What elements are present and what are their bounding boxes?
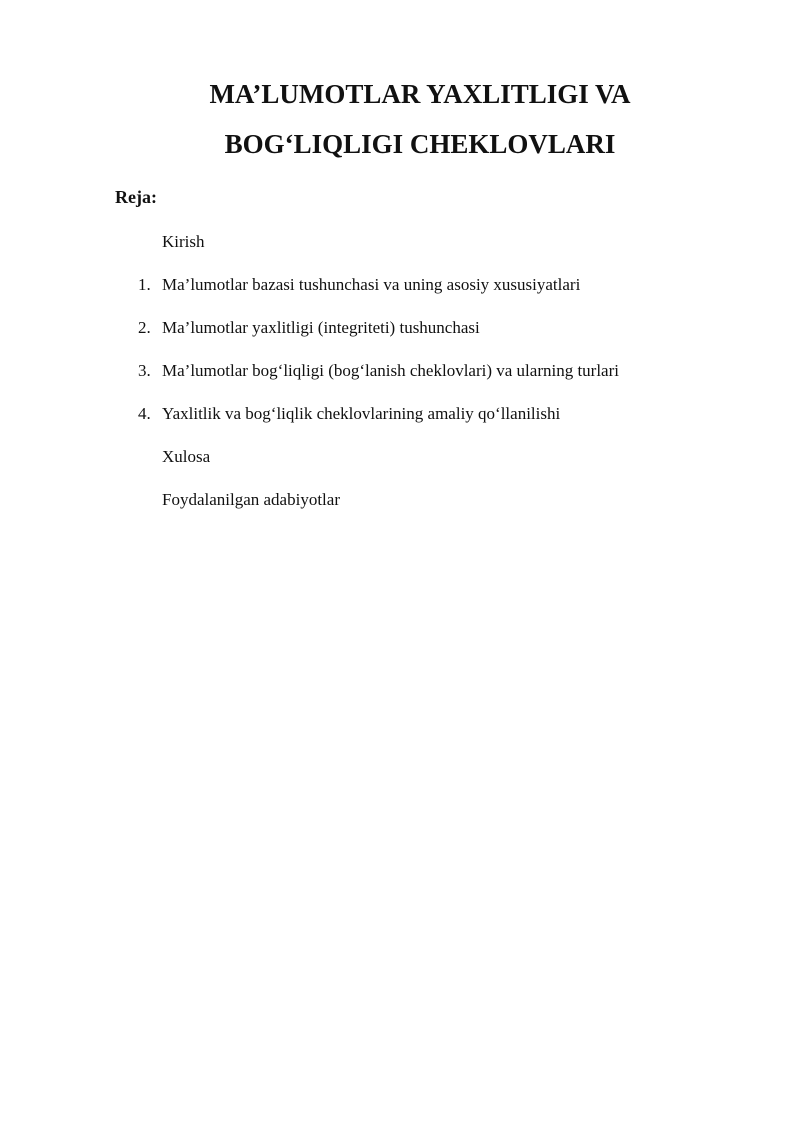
plan-item-text: Kirish <box>162 232 205 251</box>
plan-item-number: 3. <box>138 361 151 380</box>
plan-item-number: 4. <box>138 404 151 423</box>
plan-item-text: Yaxlitlik va bog‘liqlik cheklovlarining amaliy qo‘llanilishi <box>162 404 561 423</box>
document-title-line-2: BOG‘LIQLIGI CHEKLOVLARI <box>224 129 616 159</box>
plan-item-text: Foydalanilgan adabiyotlar <box>162 490 340 509</box>
plan-item-text: Xulosa <box>162 447 211 466</box>
document-title-line-1: MA’LUMOTLAR YAXLITLIGI VA <box>209 79 631 109</box>
plan-label: Reja: <box>115 187 157 207</box>
plan-item-number: 2. <box>138 318 151 337</box>
plan-item-text: Ma’lumotlar yaxlitligi (integriteti) tushunchasi <box>162 318 480 337</box>
plan-item-text: Ma’lumotlar bog‘liqligi (bog‘lanish cheklovlari) va ularning turlari <box>162 361 619 380</box>
plan-item-text: Ma’lumotlar bazasi tushunchasi va uning asosiy xususiyatlari <box>162 275 581 294</box>
plan-item-number: 1. <box>138 275 151 294</box>
